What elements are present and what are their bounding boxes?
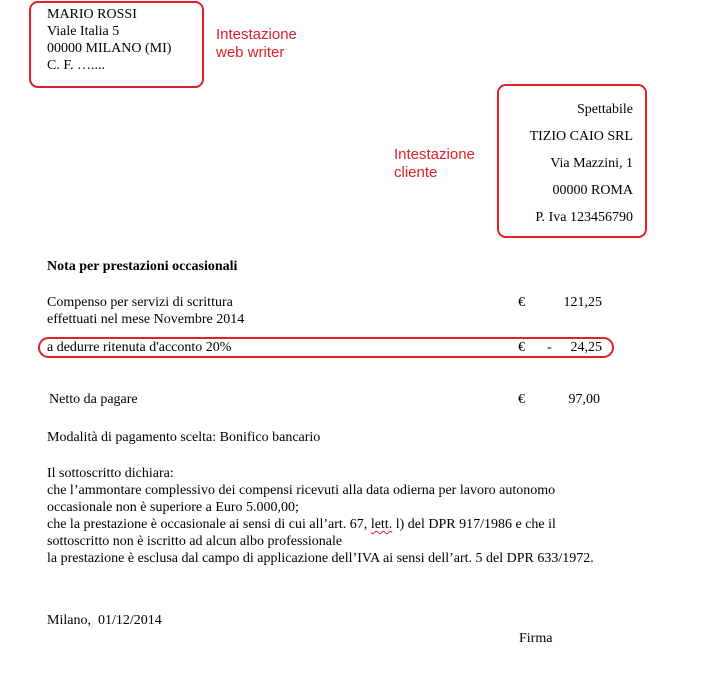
- payment-method: Modalità di pagamento scelta: Bonifico bancario: [47, 430, 321, 445]
- declaration-line: la prestazione è esclusa dal campo di applicazione dell’IVA ai sensi dell’art. 5 del DPR 633/1972.: [47, 551, 594, 566]
- sender-name: MARIO ROSSI: [47, 7, 137, 22]
- withholding-label: a dedurre ritenuta d'acconto 20%: [47, 340, 232, 355]
- withholding-amount: 24,25: [570, 340, 602, 355]
- signature-label: Firma: [519, 631, 553, 646]
- sender-street: Viale Italia 5: [47, 24, 120, 39]
- place-date: Milano, 01/12/2014: [47, 613, 162, 628]
- sender-annotation: Intestazione web writer: [216, 26, 297, 61]
- net-label: Netto da pagare: [49, 392, 138, 407]
- note-title: Nota per prestazioni occasionali: [47, 259, 238, 274]
- sender-city: 00000 MILANO (MI): [47, 41, 172, 56]
- declaration: [47, 465, 594, 567]
- recipient-annotation: Intestazione cliente: [394, 146, 475, 181]
- compensation-currency: €: [518, 295, 525, 310]
- sender-tax-code: C. F. …....: [47, 58, 106, 73]
- declaration-line: occasionale non è superiore a Euro 5.000,00;: [47, 500, 299, 515]
- recipient-vat: P. Iva 123456790: [535, 210, 633, 225]
- sender-header: [47, 6, 171, 74]
- net-currency: €: [518, 392, 525, 407]
- net-amount: 97,00: [568, 392, 600, 407]
- declaration-line: che l’ammontare complessivo dei compensi ricevuti alla data odierna per lavoro autonomo: [47, 483, 556, 498]
- withholding-sign: -: [547, 340, 552, 355]
- spellcheck-underline: lett.: [370, 517, 393, 532]
- recipient-company: TIZIO CAIO SRL: [529, 129, 633, 144]
- compensation-amount: 121,25: [563, 295, 602, 310]
- withholding-currency: €: [518, 340, 525, 355]
- declaration-line: che la prestazione è occasionale ai sensi di cui all’art. 67, lett. l) del DPR 917/1986 e che il: [47, 517, 556, 532]
- recipient-salutation: Spettabile: [577, 102, 633, 117]
- declaration-line: sottoscritto non è iscritto ad alcun albo professionale: [47, 534, 343, 549]
- compensation-description: Compenso per servizi di scrittura effettuati nel mese Novembre 2014: [47, 295, 245, 327]
- recipient-header: [505, 96, 633, 231]
- recipient-city: 00000 ROMA: [552, 183, 633, 198]
- declaration-intro: Il sottoscritto dichiara:: [47, 466, 174, 481]
- recipient-street: Via Mazzini, 1: [550, 156, 633, 171]
